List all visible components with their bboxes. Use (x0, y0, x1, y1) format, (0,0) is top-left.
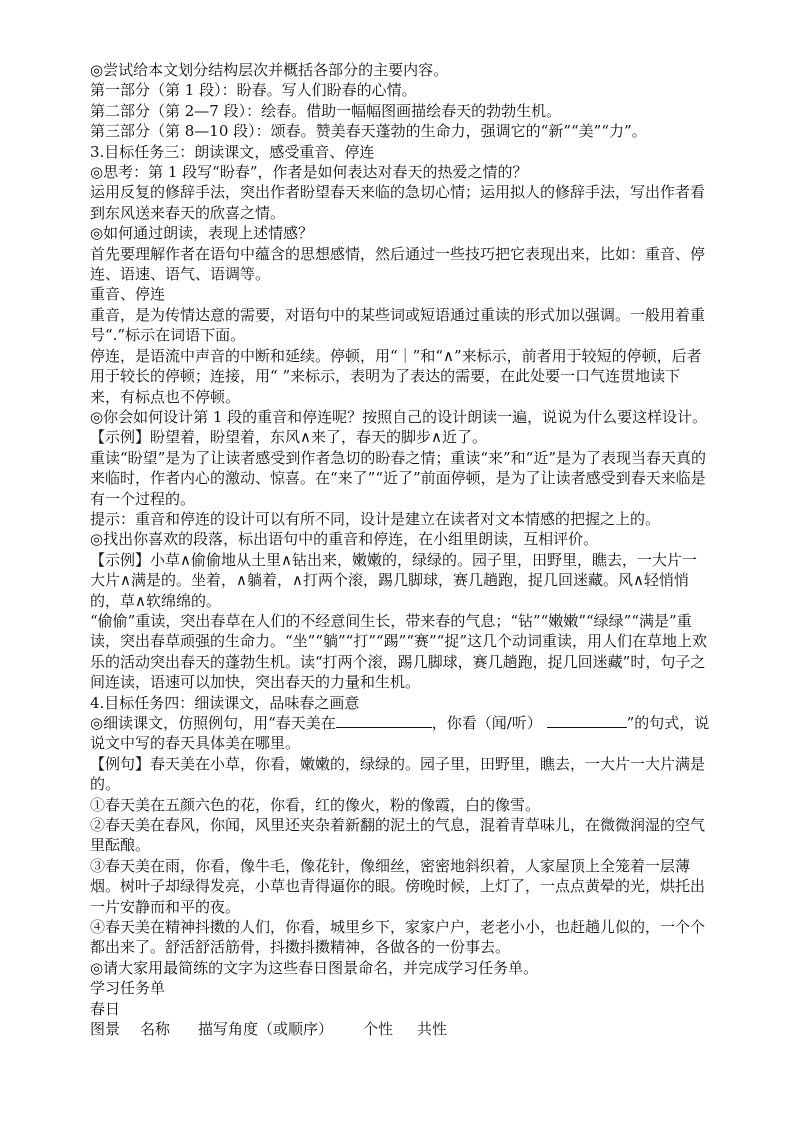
paragraph: 重音、停连 (90, 285, 166, 304)
paragraph: ④春天美在精神抖擞的人们，你看，城里乡下，家家户户，老老小小，也赶趟儿似的，一个个都出来了。舒活舒活筋骨，抖擞抖擞精神，各做各的一份事去。 (90, 918, 706, 957)
table-header-angle: 描写角度（或顺序） (198, 1020, 334, 1039)
paragraph: 【示例】盼望着，盼望着，东风∧来了，春天的脚步∧近了。 (90, 428, 487, 447)
blank-line-1 (336, 713, 432, 728)
paragraph: ◎思考：第 1 段写“盼春”，作者是如何表达对春天的热爱之情的？ (90, 163, 528, 182)
table-header-commonality: 共性 (417, 1020, 448, 1039)
paragraph: ②春天美在春风，你闻，风里还夹杂着新翻的泥土的气息，混着青草味儿，在微微润湿的空气里酝酿。 (90, 816, 706, 855)
paragraph: 学习任务单 (90, 979, 166, 998)
fill-in-part-2: ，你看（闻/听） (431, 714, 542, 732)
paragraph: 首先要理解作者在语句中蕴含的思想感情，然后通过一些技巧把它表现出来，比如：重音、停连、语速、语气、语调等。 (90, 244, 706, 284)
paragraph: ◎如何通过朗读，表现上述情感？ (90, 224, 314, 243)
paragraph: 提示：重音和停连的设计可以有所不同，设计是建立在读者对文本情感的把握之上的。 (90, 509, 661, 528)
paragraph: ◎请大家用最简练的文字为这些春日图景命名，并完成学习任务单。 (90, 958, 539, 977)
paragraph: 3.目标任务三：朗读课文，感受重音、停连 (90, 142, 375, 161)
paragraph: ◎尝试给本文划分结构层次并概括各部分的主要内容。 (90, 61, 449, 79)
paragraph: 第一部分（第 1 段）：盼春。写人们盼春的心情。 (90, 81, 417, 100)
paragraph: 春日 (90, 999, 121, 1018)
fill-in-part-1: ◎细读课文，仿照例句，用“春天美在 (90, 714, 336, 732)
paragraph: 【例句】春天美在小草，你看，嫩嫩的，绿绿的。园子里，田野里，瞧去，一大片一大片满是的。 (90, 754, 706, 794)
blank-line-2 (547, 713, 627, 728)
paragraph: 运用反复的修辞手法，突出作者盼望春天来临的急切心情；运用拟人的修辞手法，写出作者看到东风送来春天的欣喜之情。 (90, 183, 706, 222)
paragraph: “偷偷”重读，突出春草在人们的不经意间生长，带来春的气息；“钻”“嫩嫩”“绿绿”“满是”重读，突出春草顽强的生命力。“坐”“躺”“打”“踢”“赛”“捉”这几个动词重读，用人们在草地上欢乐的活动突出春天的蓬勃生机。读“打两个滚，踢几脚球，赛几趟跑，捉几回迷藏”时，句子之间连读，语速可以加快，突出春天的力量和生机。 (90, 611, 708, 692)
paragraph: ①春天美在五颜六色的花，你看，红的像火，粉的像霞，白的像雪。 (90, 795, 541, 814)
task-table-header (90, 1019, 710, 1039)
table-header-individuality: 个性 (363, 1020, 394, 1039)
fill-in-instruction (90, 713, 710, 754)
paragraph: 重音，是为传情达意的需要，对语句中的某些词或短语通过重读的形式加以强调。一般用着重号“.”标示在词语下面。 (90, 305, 706, 345)
table-header-scene: 图景 (90, 1020, 121, 1039)
paragraph: ◎找出你喜欢的段落，标出语句中的重音和停连，在小组里朗读，互相评价。 (90, 530, 599, 549)
paragraph: ◎你会如何设计第 1 段的重音和停连呢？按照自己的设计朗读一遍，说说为什么要这样设计。 (90, 407, 708, 426)
fill-in-part-3: ”的句式，说说文中写的春天具体美在哪里。 (90, 714, 710, 753)
paragraph-group-a (90, 60, 710, 713)
paragraph: 【示例】小草∧偷偷地从土里∧钻出来，嫩嫩的，绿绿的。园子里，田野里，瞧去，一大片一大片∧满是的。坐着，∧躺着，∧打两个滚，踢几脚球，赛几趟跑，捉几回迷藏。风∧轻悄悄的，草∧软绵绵的。 (90, 550, 697, 610)
table-header-name: 名称 (140, 1020, 171, 1039)
paragraph: 第二部分（第 2—7 段）：绘春。借助一幅幅图画描绘春天的勃勃生机。 (90, 101, 562, 120)
paragraph: 4.目标任务四：细读课文，品味春之画意 (90, 693, 360, 712)
paragraph: 第三部分（第 8—10 段）：颂春。赞美春天蓬勃的生命力，强调它的“新”“美”“力”。 (90, 122, 647, 141)
paragraph: 停连，是语流中声音的中断和延续。停顿，用“｜”和“∧”来标示，前者用于较短的停顿，后者用于较长的停顿；连接，用“ ”来标示，表明为了表达的需要，在此处要一口气连贯地读下来，有标点也不停顿。 (90, 346, 702, 406)
paragraph: 重读“盼望”是为了让读者感受到作者急切的盼春之情；重读“来”和“近”是为了表现当春天真的来临时，作者内心的激动、惊喜。在“来了”“近了”前面停顿，是为了让读者感受到春天来临是有一个过程的。 (90, 448, 707, 508)
paragraph-group-b (90, 754, 710, 1019)
document-body (90, 60, 710, 1040)
paragraph: ③春天美在雨，你看，像牛毛，像花针，像细丝，密密地斜织着，人家屋顶上全笼着一层薄烟。树叶子却绿得发亮，小草也青得逼你的眼。傍晚时候，上灯了，一点点黄晕的光，烘托出一片安静而和平的夜。 (90, 856, 706, 916)
